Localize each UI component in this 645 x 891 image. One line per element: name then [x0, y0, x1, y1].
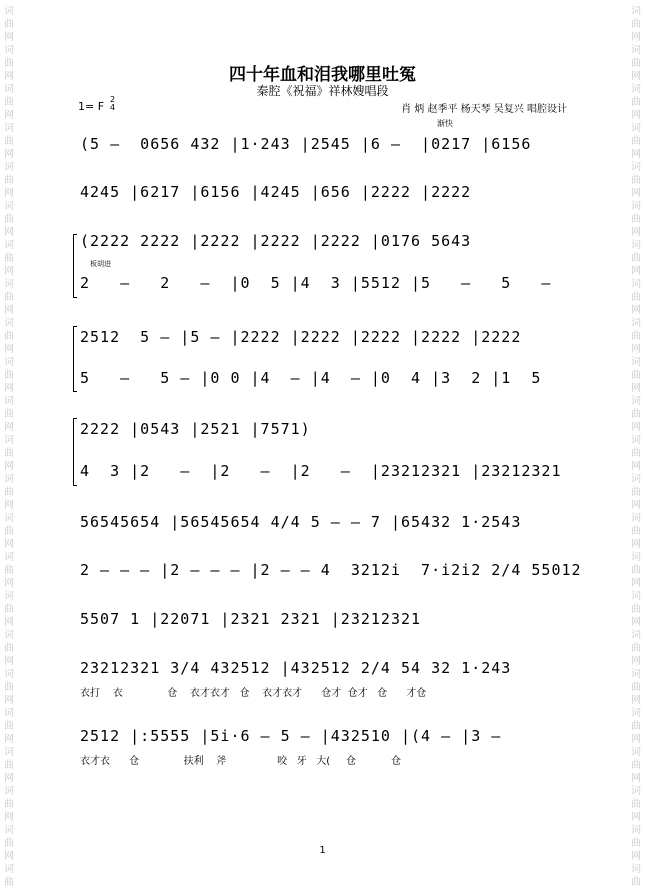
watermark-glyph: 曲: [631, 214, 641, 225]
watermark-glyph: 网: [4, 461, 14, 472]
watermark-glyph: 词: [4, 825, 14, 836]
watermark-glyph: 曲: [4, 253, 14, 264]
time-top: 2: [110, 95, 116, 104]
watermark-glyph: 网: [4, 656, 14, 667]
watermark-glyph: 词: [631, 747, 641, 758]
watermark-glyph: 曲: [4, 487, 14, 498]
watermark-glyph: 词: [631, 6, 641, 17]
watermark-glyph: 网: [631, 812, 641, 823]
watermark-left: [2, 0, 16, 891]
watermark-glyph: 曲: [631, 799, 641, 810]
watermark-glyph: 网: [631, 71, 641, 82]
watermark-glyph: 网: [4, 812, 14, 823]
watermark-glyph: 词: [631, 474, 641, 485]
watermark-glyph: 网: [4, 110, 14, 121]
score-line-4: 2 – 2 – |0 5 |4 3 |5512 |5 – 5 –: [80, 274, 552, 292]
tempo-mark: 渐快: [437, 119, 453, 128]
watermark-glyph: 词: [631, 552, 641, 563]
watermark-glyph: 曲: [4, 799, 14, 810]
watermark-glyph: 曲: [4, 370, 14, 381]
watermark-glyph: 曲: [4, 760, 14, 771]
watermark-glyph: 曲: [4, 331, 14, 342]
watermark-glyph: 词: [631, 513, 641, 524]
key-signature: 1= F: [78, 100, 105, 113]
watermark-glyph: 词: [4, 435, 14, 446]
watermark-glyph: 曲: [631, 409, 641, 420]
watermark-glyph: 词: [631, 396, 641, 407]
watermark-glyph: 网: [631, 149, 641, 160]
watermark-glyph: 曲: [631, 58, 641, 69]
watermark-glyph: 词: [631, 435, 641, 446]
watermark-glyph: 曲: [631, 721, 641, 732]
watermark-glyph: 词: [4, 357, 14, 368]
score-line-13: 2512 |:5555 |5i·6 – 5 – |432510 |(4 – |3 –: [80, 727, 502, 745]
watermark-glyph: 曲: [4, 58, 14, 69]
watermark-glyph: 词: [4, 123, 14, 134]
watermark-glyph: 曲: [4, 721, 14, 732]
score-line-9: 56545654 |56545654 4/4 5 – – 7 |65432 1·2543: [80, 513, 522, 531]
watermark-glyph: 词: [631, 669, 641, 680]
watermark-glyph: 网: [631, 344, 641, 355]
watermark-glyph: 曲: [631, 370, 641, 381]
watermark-glyph: 曲: [631, 838, 641, 849]
score-line-10: 2 – – – |2 – – – |2 – – 4 3212i 7·i2i2 2/4 55012: [80, 561, 582, 579]
watermark-glyph: 词: [631, 201, 641, 212]
score-line-12: 23212321 3/4 432512 |432512 2/4 54 32 1·243: [80, 659, 512, 677]
watermark-glyph: 词: [4, 279, 14, 290]
watermark-glyph: 曲: [4, 19, 14, 30]
watermark-glyph: 网: [631, 578, 641, 589]
watermark-glyph: 网: [631, 305, 641, 316]
watermark-glyph: 曲: [4, 682, 14, 693]
page-number: 1: [319, 845, 326, 856]
watermark-glyph: 网: [4, 500, 14, 511]
score-line-7: 2222 |0543 |2521 |7571): [80, 420, 311, 438]
watermark-glyph: 词: [631, 279, 641, 290]
watermark-glyph: 网: [631, 539, 641, 550]
watermark-right: [629, 0, 643, 891]
watermark-glyph: 词: [4, 864, 14, 875]
score-line-11: 5507 1 |22071 |2321 2321 |23212321: [80, 610, 422, 628]
watermark-glyph: 词: [631, 45, 641, 56]
watermark-glyph: 网: [631, 422, 641, 433]
system-brace-1: [73, 234, 77, 298]
watermark-glyph: 网: [4, 227, 14, 238]
watermark-glyph: 词: [4, 6, 14, 17]
watermark-glyph: 曲: [631, 643, 641, 654]
score-line-6: 5 – 5 – |0 0 |4 – |4 – |0 4 |3 2 |1 5: [80, 369, 542, 387]
watermark-glyph: 网: [4, 188, 14, 199]
watermark-glyph: 网: [4, 344, 14, 355]
watermark-glyph: 词: [631, 123, 641, 134]
watermark-glyph: 网: [4, 266, 14, 277]
time-signature: [110, 96, 115, 112]
watermark-glyph: 词: [631, 864, 641, 875]
watermark-glyph: 网: [4, 149, 14, 160]
banhu-note: 板胡进: [90, 260, 111, 268]
watermark-glyph: 词: [4, 474, 14, 485]
watermark-glyph: 曲: [631, 682, 641, 693]
watermark-glyph: 词: [4, 786, 14, 797]
watermark-glyph: 词: [631, 357, 641, 368]
watermark-glyph: 网: [4, 383, 14, 394]
watermark-glyph: 曲: [631, 877, 641, 888]
watermark-glyph: 网: [4, 617, 14, 628]
time-bottom: 4: [110, 103, 116, 112]
watermark-glyph: 曲: [631, 604, 641, 615]
watermark-glyph: 曲: [4, 97, 14, 108]
score-line-3: (2222 2222 |2222 |2222 |2222 |0176 5643: [80, 232, 472, 250]
watermark-glyph: 词: [4, 396, 14, 407]
watermark-glyph: 词: [631, 786, 641, 797]
watermark-glyph: 网: [4, 578, 14, 589]
watermark-glyph: 曲: [631, 97, 641, 108]
watermark-glyph: 词: [4, 201, 14, 212]
score-line-2: 4245 |6217 |6156 |4245 |656 |2222 |2222: [80, 183, 472, 201]
credits: 肖 炳 赵季平 杨天琴 吴复兴 唱腔设计: [401, 104, 567, 115]
watermark-glyph: 网: [631, 656, 641, 667]
watermark-glyph: 曲: [4, 526, 14, 537]
watermark-glyph: 曲: [631, 448, 641, 459]
page-title: 四十年血和泪我哪里吐冤: [229, 65, 416, 85]
score-line-8: 4 3 |2 – |2 – |2 – |23212321 |23212321: [80, 462, 562, 480]
watermark-glyph: 曲: [4, 565, 14, 576]
watermark-glyph: 曲: [4, 136, 14, 147]
watermark-glyph: 词: [631, 630, 641, 641]
score-line-1: (5 – 0656 432 |1·243 |2545 |6 – |0217 |6156: [80, 135, 532, 153]
watermark-glyph: 词: [4, 708, 14, 719]
watermark-glyph: 网: [4, 734, 14, 745]
watermark-glyph: 词: [4, 513, 14, 524]
watermark-glyph: 词: [4, 630, 14, 641]
watermark-glyph: 词: [631, 825, 641, 836]
watermark-glyph: 网: [4, 305, 14, 316]
watermark-glyph: 词: [4, 318, 14, 329]
watermark-glyph: 曲: [631, 487, 641, 498]
watermark-glyph: 词: [4, 591, 14, 602]
lyrics-line-2: 衣才衣 仓 扶利 斧 咬 牙 大( 仓 仓: [80, 756, 401, 767]
watermark-glyph: 网: [631, 500, 641, 511]
watermark-glyph: 曲: [4, 877, 14, 888]
watermark-glyph: 网: [631, 461, 641, 472]
watermark-glyph: 网: [631, 617, 641, 628]
system-brace-2: [73, 326, 77, 392]
watermark-glyph: 词: [4, 552, 14, 563]
watermark-glyph: 词: [4, 162, 14, 173]
watermark-glyph: 网: [4, 773, 14, 784]
watermark-glyph: 曲: [4, 448, 14, 459]
watermark-glyph: 网: [631, 695, 641, 706]
watermark-glyph: 词: [4, 45, 14, 56]
watermark-glyph: 词: [631, 84, 641, 95]
score-line-5: 2512 5 – |5 – |2222 |2222 |2222 |2222 |2222: [80, 328, 522, 346]
watermark-glyph: 网: [4, 71, 14, 82]
watermark-glyph: 词: [631, 318, 641, 329]
watermark-glyph: 词: [631, 708, 641, 719]
watermark-glyph: 曲: [4, 409, 14, 420]
watermark-glyph: 网: [631, 266, 641, 277]
watermark-glyph: 曲: [631, 136, 641, 147]
watermark-glyph: 曲: [631, 175, 641, 186]
watermark-glyph: 网: [631, 32, 641, 43]
watermark-glyph: 网: [631, 188, 641, 199]
system-brace-3: [73, 418, 77, 486]
page-subtitle: 秦腔《祝福》祥林嫂唱段: [256, 84, 389, 98]
watermark-glyph: 词: [4, 747, 14, 758]
watermark-glyph: 曲: [4, 643, 14, 654]
watermark-glyph: 词: [4, 669, 14, 680]
watermark-glyph: 曲: [4, 292, 14, 303]
watermark-glyph: 网: [631, 227, 641, 238]
watermark-glyph: 曲: [631, 331, 641, 342]
watermark-glyph: 曲: [631, 565, 641, 576]
watermark-glyph: 词: [631, 240, 641, 251]
watermark-glyph: 曲: [631, 19, 641, 30]
watermark-glyph: 网: [631, 773, 641, 784]
watermark-glyph: 曲: [4, 604, 14, 615]
watermark-glyph: 网: [4, 851, 14, 862]
watermark-glyph: 词: [4, 240, 14, 251]
lyrics-line-1: 衣打 衣 仓 衣才衣才 仓 衣才衣才 仓才 仓才 仓 才仓: [80, 688, 427, 699]
watermark-glyph: 词: [4, 84, 14, 95]
watermark-glyph: 网: [4, 539, 14, 550]
watermark-glyph: 曲: [631, 253, 641, 264]
watermark-glyph: 网: [631, 110, 641, 121]
watermark-glyph: 网: [4, 695, 14, 706]
watermark-glyph: 网: [631, 734, 641, 745]
watermark-glyph: 曲: [631, 526, 641, 537]
watermark-glyph: 曲: [4, 175, 14, 186]
watermark-glyph: 网: [4, 422, 14, 433]
watermark-glyph: 曲: [631, 760, 641, 771]
watermark-glyph: 曲: [4, 214, 14, 225]
watermark-glyph: 词: [631, 162, 641, 173]
watermark-glyph: 曲: [631, 292, 641, 303]
watermark-glyph: 词: [631, 591, 641, 602]
watermark-glyph: 网: [631, 851, 641, 862]
watermark-glyph: 网: [631, 383, 641, 394]
watermark-glyph: 曲: [4, 838, 14, 849]
watermark-glyph: 网: [4, 32, 14, 43]
